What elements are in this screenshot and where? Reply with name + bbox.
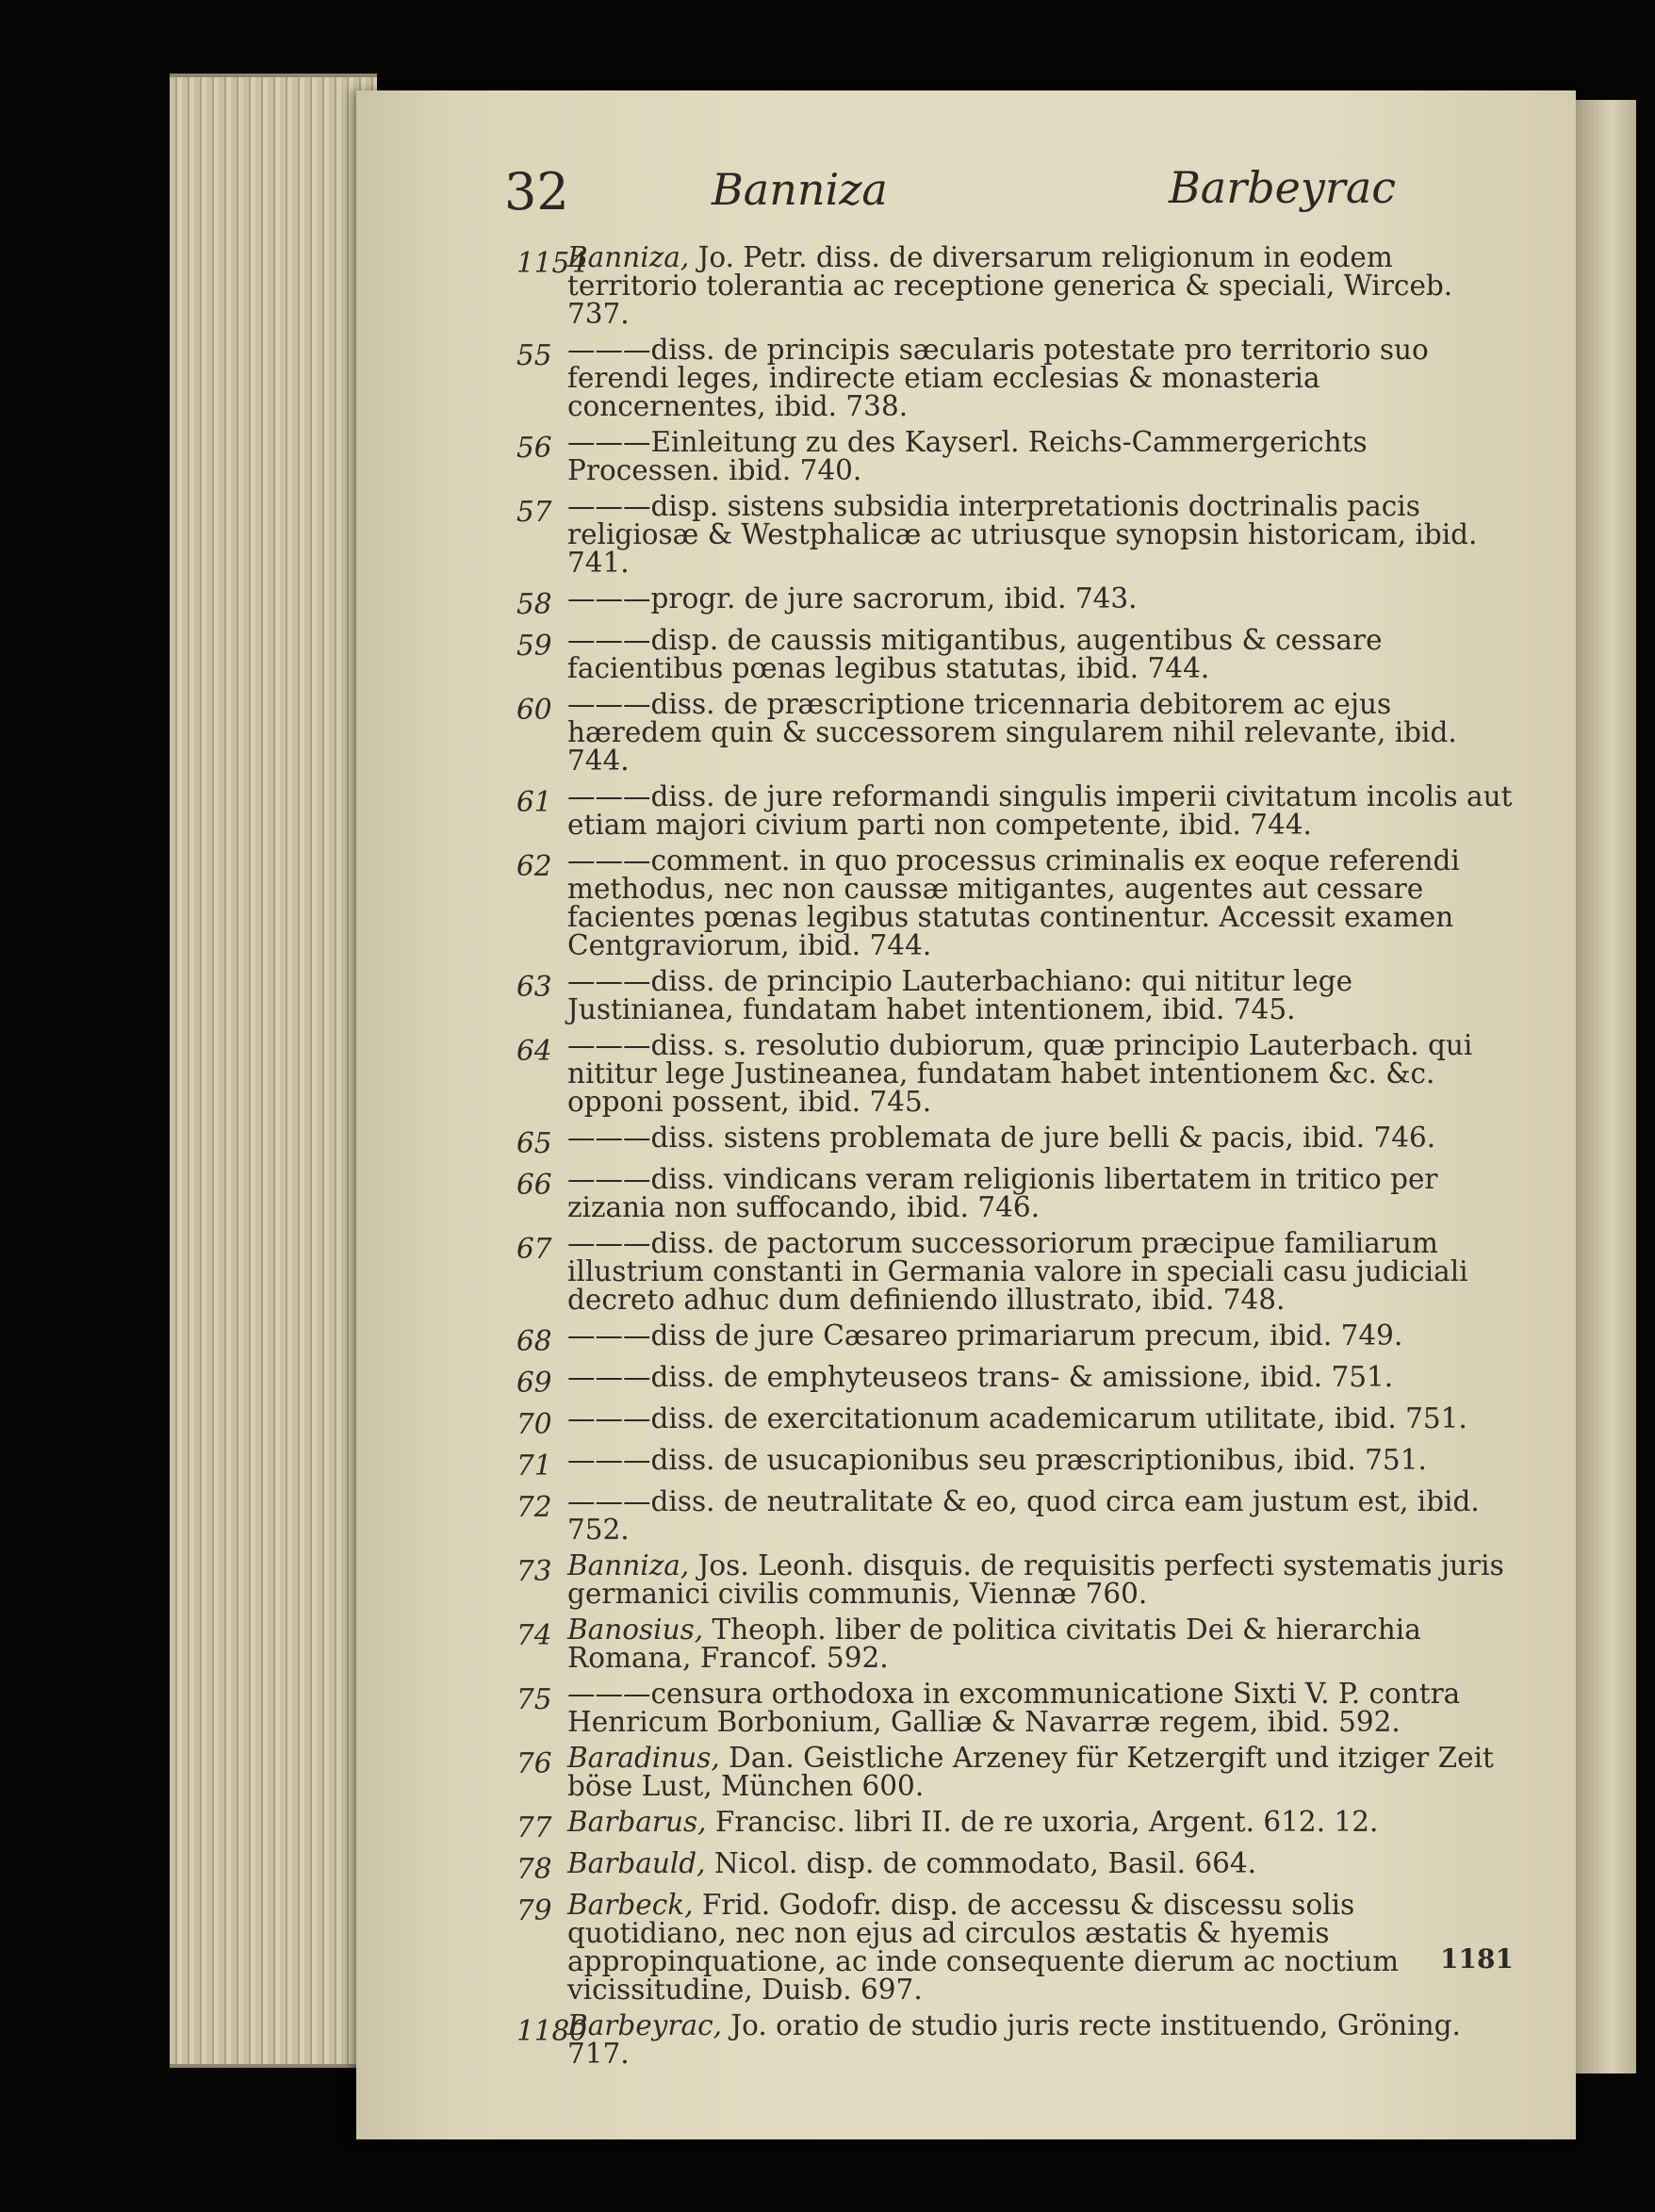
bibliography-entry <box>516 1363 1516 1397</box>
entry-text <box>567 782 1516 839</box>
entry-description: ———diss. de principis sæcularis potestate pro territorio suo ferendi leges, indirecte etiam ecclesias & monasteria concernentes, ibid. 738. <box>567 334 1429 422</box>
entry-text <box>567 1031 1516 1116</box>
entry-text <box>567 690 1516 775</box>
entry-text <box>567 1849 1516 1883</box>
entry-description: Nicol. disp. de commodato, Basil. 664. <box>705 1847 1257 1879</box>
bibliography-entry <box>516 492 1516 577</box>
bibliography-entries <box>516 243 1516 2075</box>
entry-number: 58 <box>516 588 552 620</box>
entry-text <box>567 1615 1516 1672</box>
entry-description: ———diss. de neutralitate & eo, quod circa eam justum est, ibid. 752. <box>567 1485 1480 1546</box>
entry-text <box>567 1487 1516 1544</box>
entry-number: 59 <box>516 630 552 662</box>
bibliography-entry <box>516 1679 1516 1736</box>
entry-text <box>567 846 1516 959</box>
bibliography-entry <box>516 1849 1516 1883</box>
bibliography-entry <box>516 1446 1516 1480</box>
bibliography-entry <box>516 1031 1516 1116</box>
bibliography-entry <box>516 584 1516 618</box>
page-number: 32 <box>504 162 569 221</box>
entry-author: Banniza, <box>567 241 690 273</box>
bibliography-entry <box>516 1123 1516 1157</box>
running-head-right: Barbeyrac <box>1169 162 1397 213</box>
bibliography-entry <box>516 782 1516 839</box>
page-header <box>504 162 1466 228</box>
entry-author: Barbeyrac, <box>567 2009 722 2041</box>
entry-number: 65 <box>516 1127 552 1159</box>
entry-number: 77 <box>516 1811 552 1843</box>
entry-description: Frid. Godofr. disp. de accessu & discessu solis quotidiano, nec non ejus ad circulos æstatis & hyemis appropinquatione, ac inde consequente dierum ac noctium vicissitudine, Duisb. 697. <box>567 1889 1400 2006</box>
entry-text <box>567 428 1516 484</box>
entry-description: ———diss. sistens problemata de jure belli & pacis, ibid. 746. <box>567 1122 1436 1154</box>
bibliography-entry <box>516 846 1516 959</box>
entry-number: 67 <box>516 1233 552 1265</box>
entry-text <box>567 1679 1516 1736</box>
catchword: 1181 <box>1440 1943 1514 1974</box>
bibliography-entry <box>516 1487 1516 1544</box>
entry-description: Francisc. libri II. de re uxoria, Argent. 612. 12. <box>706 1806 1379 1838</box>
bibliography-entry <box>516 336 1516 420</box>
bibliography-entry <box>516 1744 1516 1800</box>
entry-description: ———diss. s. resolutio dubiorum, quæ principio Lauterbach. qui nititur lege Justineanea, fundatam habet intentionem &c. &c. opponi possent, ibid. 745. <box>567 1029 1473 1118</box>
entry-text <box>567 1165 1516 1221</box>
entry-author: Barbauld, <box>567 1847 706 1879</box>
entry-description: ———diss. vindicans veram religionis libertatem in tritico per zizania non suffocando, ibid. 746. <box>567 1163 1438 1223</box>
bibliography-entry <box>516 1165 1516 1221</box>
entry-description: Jos. Leonh. disquis. de requisitis perfecti systematis juris germanici civilis communis, Viennæ 760. <box>567 1549 1504 1610</box>
entry-description: ———censura orthodoxa in excommunicatione Sixti V. P. contra Henricum Borbonium, Galliæ & Navarræ regem, ibid. 592. <box>567 1678 1461 1738</box>
entry-text <box>567 2011 1516 2068</box>
bibliography-entry <box>516 2011 1516 2068</box>
entry-description: ———progr. de jure sacrorum, ibid. 743. <box>567 582 1138 614</box>
entry-description: ———diss. de usucapionibus seu præscriptionibus, ibid. 751. <box>567 1444 1427 1476</box>
entry-author: Banosius, <box>567 1614 704 1646</box>
entry-text <box>567 1551 1516 1608</box>
bibliography-entry <box>516 1808 1516 1842</box>
bibliography-entry <box>516 626 1516 682</box>
entry-description: ———Einleitung zu des Kayserl. Reichs-Cammergerichts Processen. ibid. 740. <box>567 426 1368 486</box>
entry-number: 55 <box>516 339 552 371</box>
entry-number: 1154 <box>516 247 588 279</box>
bibliography-entry <box>516 428 1516 484</box>
entry-text <box>567 1891 1516 2004</box>
facing-page-edge <box>1576 100 1636 2073</box>
entry-description: ———diss. de emphyteuseos trans- & amissione, ibid. 751. <box>567 1361 1394 1393</box>
entry-number: 57 <box>516 496 552 528</box>
entry-description: Jo. oratio de studio juris recte instituendo, Gröning. 717. <box>567 2009 1461 2070</box>
bibliography-entry <box>516 967 1516 1024</box>
entry-author: Barbeck, <box>567 1889 694 1921</box>
bibliography-entry <box>516 1891 1516 2004</box>
entry-description: ———comment. in quo processus criminalis ex eoque referendi methodus, nec non caussæ mitigantes, augentes aut cessare facientes pœnas legibus statutas continentur. Accessit examen Centgraviorum, ibid. 744. <box>567 844 1460 961</box>
entry-text <box>567 1404 1516 1438</box>
entry-text <box>567 1363 1516 1397</box>
entry-number: 61 <box>516 786 552 818</box>
entry-number: 71 <box>516 1450 552 1482</box>
book-page-edges <box>170 74 377 2068</box>
entry-number: 64 <box>516 1035 552 1067</box>
entry-text <box>567 626 1516 682</box>
bibliography-entry <box>516 1229 1516 1314</box>
entry-description: ———diss. de præscriptione tricennaria debitorem ac ejus hæredem quin & successorem singularem nihil relevante, ibid. 744. <box>567 688 1457 777</box>
entry-number: 75 <box>516 1683 552 1715</box>
entry-text <box>567 1744 1516 1800</box>
entry-number: 60 <box>516 694 552 726</box>
entry-number: 73 <box>516 1555 552 1587</box>
entry-description: ———disp. sistens subsidia interpretationis doctrinalis pacis religiosæ & Westphalicæ ac utriusque synopsin historicam, ibid. 741. <box>567 490 1478 579</box>
entry-number: 66 <box>516 1169 552 1201</box>
entry-description: ———diss. de jure reformandi singulis imperii civitatum incolis aut etiam majori civium parti non competente, ibid. 744. <box>567 780 1513 841</box>
entry-text <box>567 1808 1516 1842</box>
bibliography-entry <box>516 690 1516 775</box>
entry-number: 78 <box>516 1853 552 1885</box>
entry-author: Baradinus, <box>567 1742 720 1774</box>
bibliography-entry <box>516 1404 1516 1438</box>
bibliography-entry <box>516 1551 1516 1608</box>
entry-number: 76 <box>516 1747 552 1779</box>
entry-author: Banniza, <box>567 1549 690 1581</box>
entry-number: 79 <box>516 1894 552 1926</box>
bibliography-entry <box>516 1615 1516 1672</box>
entry-number: 62 <box>516 850 552 882</box>
bibliography-entry <box>516 1321 1516 1355</box>
entry-text <box>567 1446 1516 1480</box>
entry-description: Jo. Petr. diss. de diversarum religionum in eodem territorio tolerantia ac receptione generica & speciali, Wirceb. 737. <box>567 241 1453 330</box>
entry-text <box>567 336 1516 420</box>
entry-description: ———diss. de exercitationum academicarum utilitate, ibid. 751. <box>567 1402 1467 1434</box>
entry-description: ———diss. de principio Lauterbachiano: qui nititur lege Justinianea, fundatam habet intentionem, ibid. 745. <box>567 965 1353 1025</box>
entry-number: 68 <box>516 1325 552 1357</box>
entry-author: Barbarus, <box>567 1806 707 1838</box>
entry-description: ———diss de jure Cæsareo primariarum precum, ibid. 749. <box>567 1319 1403 1352</box>
entry-text <box>567 1229 1516 1314</box>
entry-number: 69 <box>516 1367 552 1399</box>
bibliography-entry <box>516 243 1516 328</box>
entry-description: ———diss. de pactorum successoriorum præcipue familiarum illustrium constanti in Germania valore in speciali casu judiciali decreto adhuc dum definiendo illustrato, ibid. 748. <box>567 1227 1468 1316</box>
entry-text <box>567 1321 1516 1355</box>
entry-number: 72 <box>516 1491 552 1523</box>
entry-number: 63 <box>516 971 552 1003</box>
entry-number: 74 <box>516 1619 552 1651</box>
entry-text <box>567 243 1516 328</box>
entry-text <box>567 584 1516 618</box>
entry-text <box>567 492 1516 577</box>
entry-text <box>567 1123 1516 1157</box>
entry-number: 70 <box>516 1408 552 1440</box>
running-head-left: Banniza <box>712 164 888 215</box>
entry-text <box>567 967 1516 1024</box>
entry-description: ———disp. de caussis mitigantibus, augentibus & cessare facientibus pœnas legibus statutas, ibid. 744. <box>567 624 1383 684</box>
entry-description: Dan. Geistliche Arzeney für Ketzergift und itziger Zeit böse Lust, München 600. <box>567 1742 1494 1802</box>
entry-number: 56 <box>516 432 552 464</box>
entry-description: Theoph. liber de politica civitatis Dei & hierarchia Romana, Francof. 592. <box>567 1614 1421 1674</box>
entry-number: 1180 <box>516 2015 588 2047</box>
